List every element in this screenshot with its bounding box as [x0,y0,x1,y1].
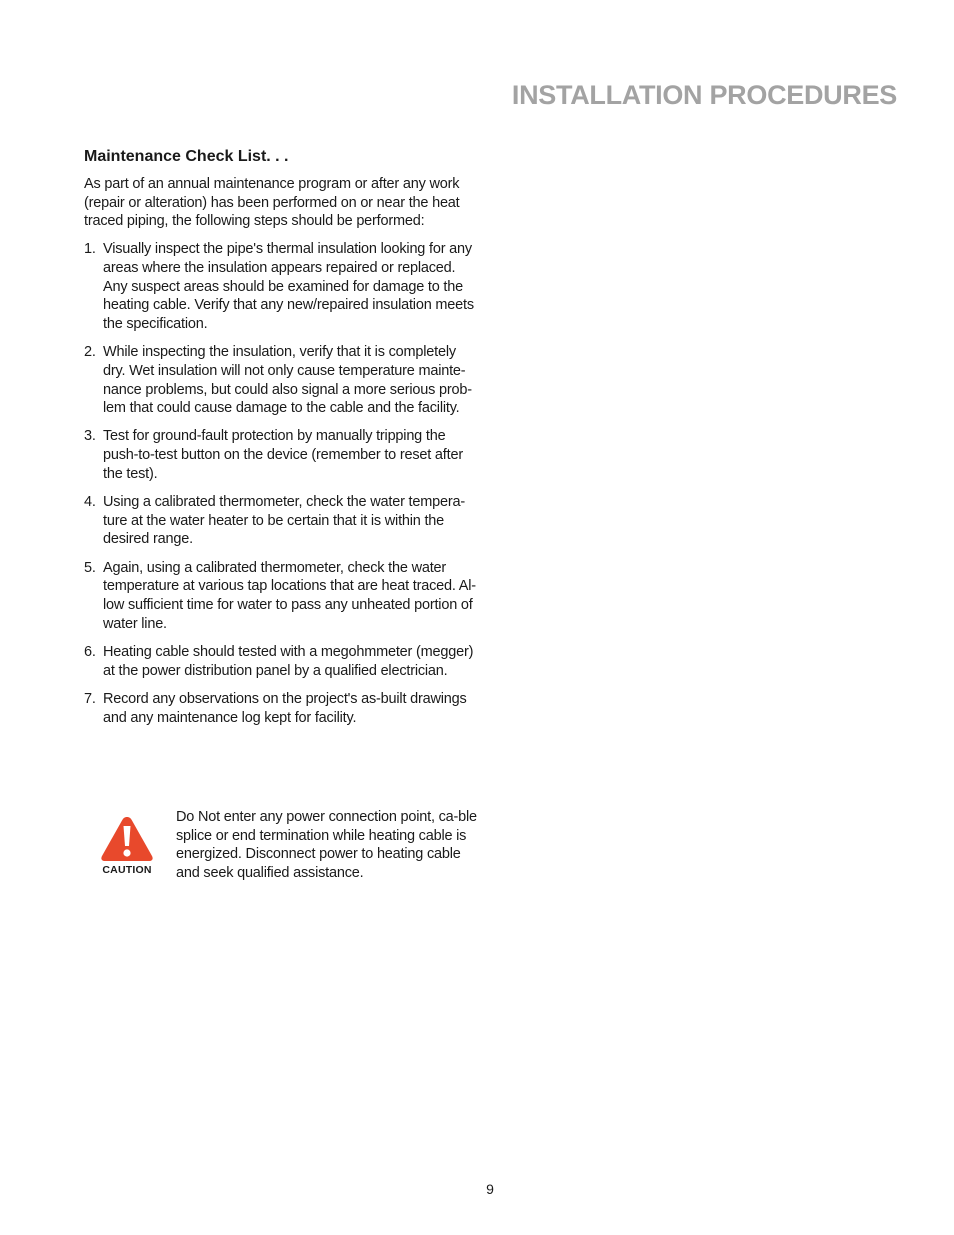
step-text: Using a calibrated thermometer, check the water tempera-ture at the water heater to be certain that it is within the desired range. [103,494,465,548]
page-number: 9 [486,1181,494,1197]
step-number: 2. [84,344,96,361]
intro-paragraph: As part of an annual maintenance program or after any work (repair or alteration) has been performed on or near the heat traced piping, the following steps should be performed: [84,176,460,230]
section-heading: Maintenance Check List. . . [84,148,289,165]
page-title: INSTALLATION PROCEDURES [511,80,897,110]
list-item [84,427,480,483]
list-item [84,240,480,334]
maintenance-section [84,148,480,737]
caution-text: Do Not enter any power connection point, ca-ble splice or end termination while heating cable is energized. Disconnect power to heating cable and seek qualified assistance. [176,809,477,882]
step-number: 6. [84,643,96,660]
step-text: Record any observations on the project's as-built drawings and any maintenance log kept for facility. [103,690,467,726]
step-text: While inspecting the insulation, verify that it is completely dry. Wet insulation will not only cause temperature mainte-nance problems, but could also signal a more serious prob-lem that could cause damage to the cable and the facility. [103,344,472,417]
step-text: Again, using a calibrated thermometer, check the water temperature at various tap locations that are heat traced. Al-low sufficient time for water to pass any unheated portion of water line. [103,559,476,632]
maintenance-steps-list [84,240,480,727]
step-text: Visually inspect the pipe's thermal insulation looking for any areas where the insulation appears repaired or replaced. Any suspect areas should be examined for damage to the heating cable. Verify that any new/repaired insulation meets the specification. [103,241,474,332]
step-text: Test for ground-fault protection by manually tripping the push-to-test button on the device (remember to reset after the test). [103,428,463,482]
caution-label: CAUTION [102,864,152,876]
step-number: 1. [84,241,96,258]
list-item [84,559,480,634]
list-item [84,493,480,549]
step-number: 4. [84,494,96,511]
step-number: 3. [84,428,96,445]
step-number: 5. [84,559,96,576]
step-number: 7. [84,690,96,707]
step-text: Heating cable should tested with a megohmmeter (megger) at the power distribution panel by a qualified electrician. [103,643,474,679]
list-item [84,643,480,680]
list-item [84,343,480,418]
list-item [84,690,480,727]
